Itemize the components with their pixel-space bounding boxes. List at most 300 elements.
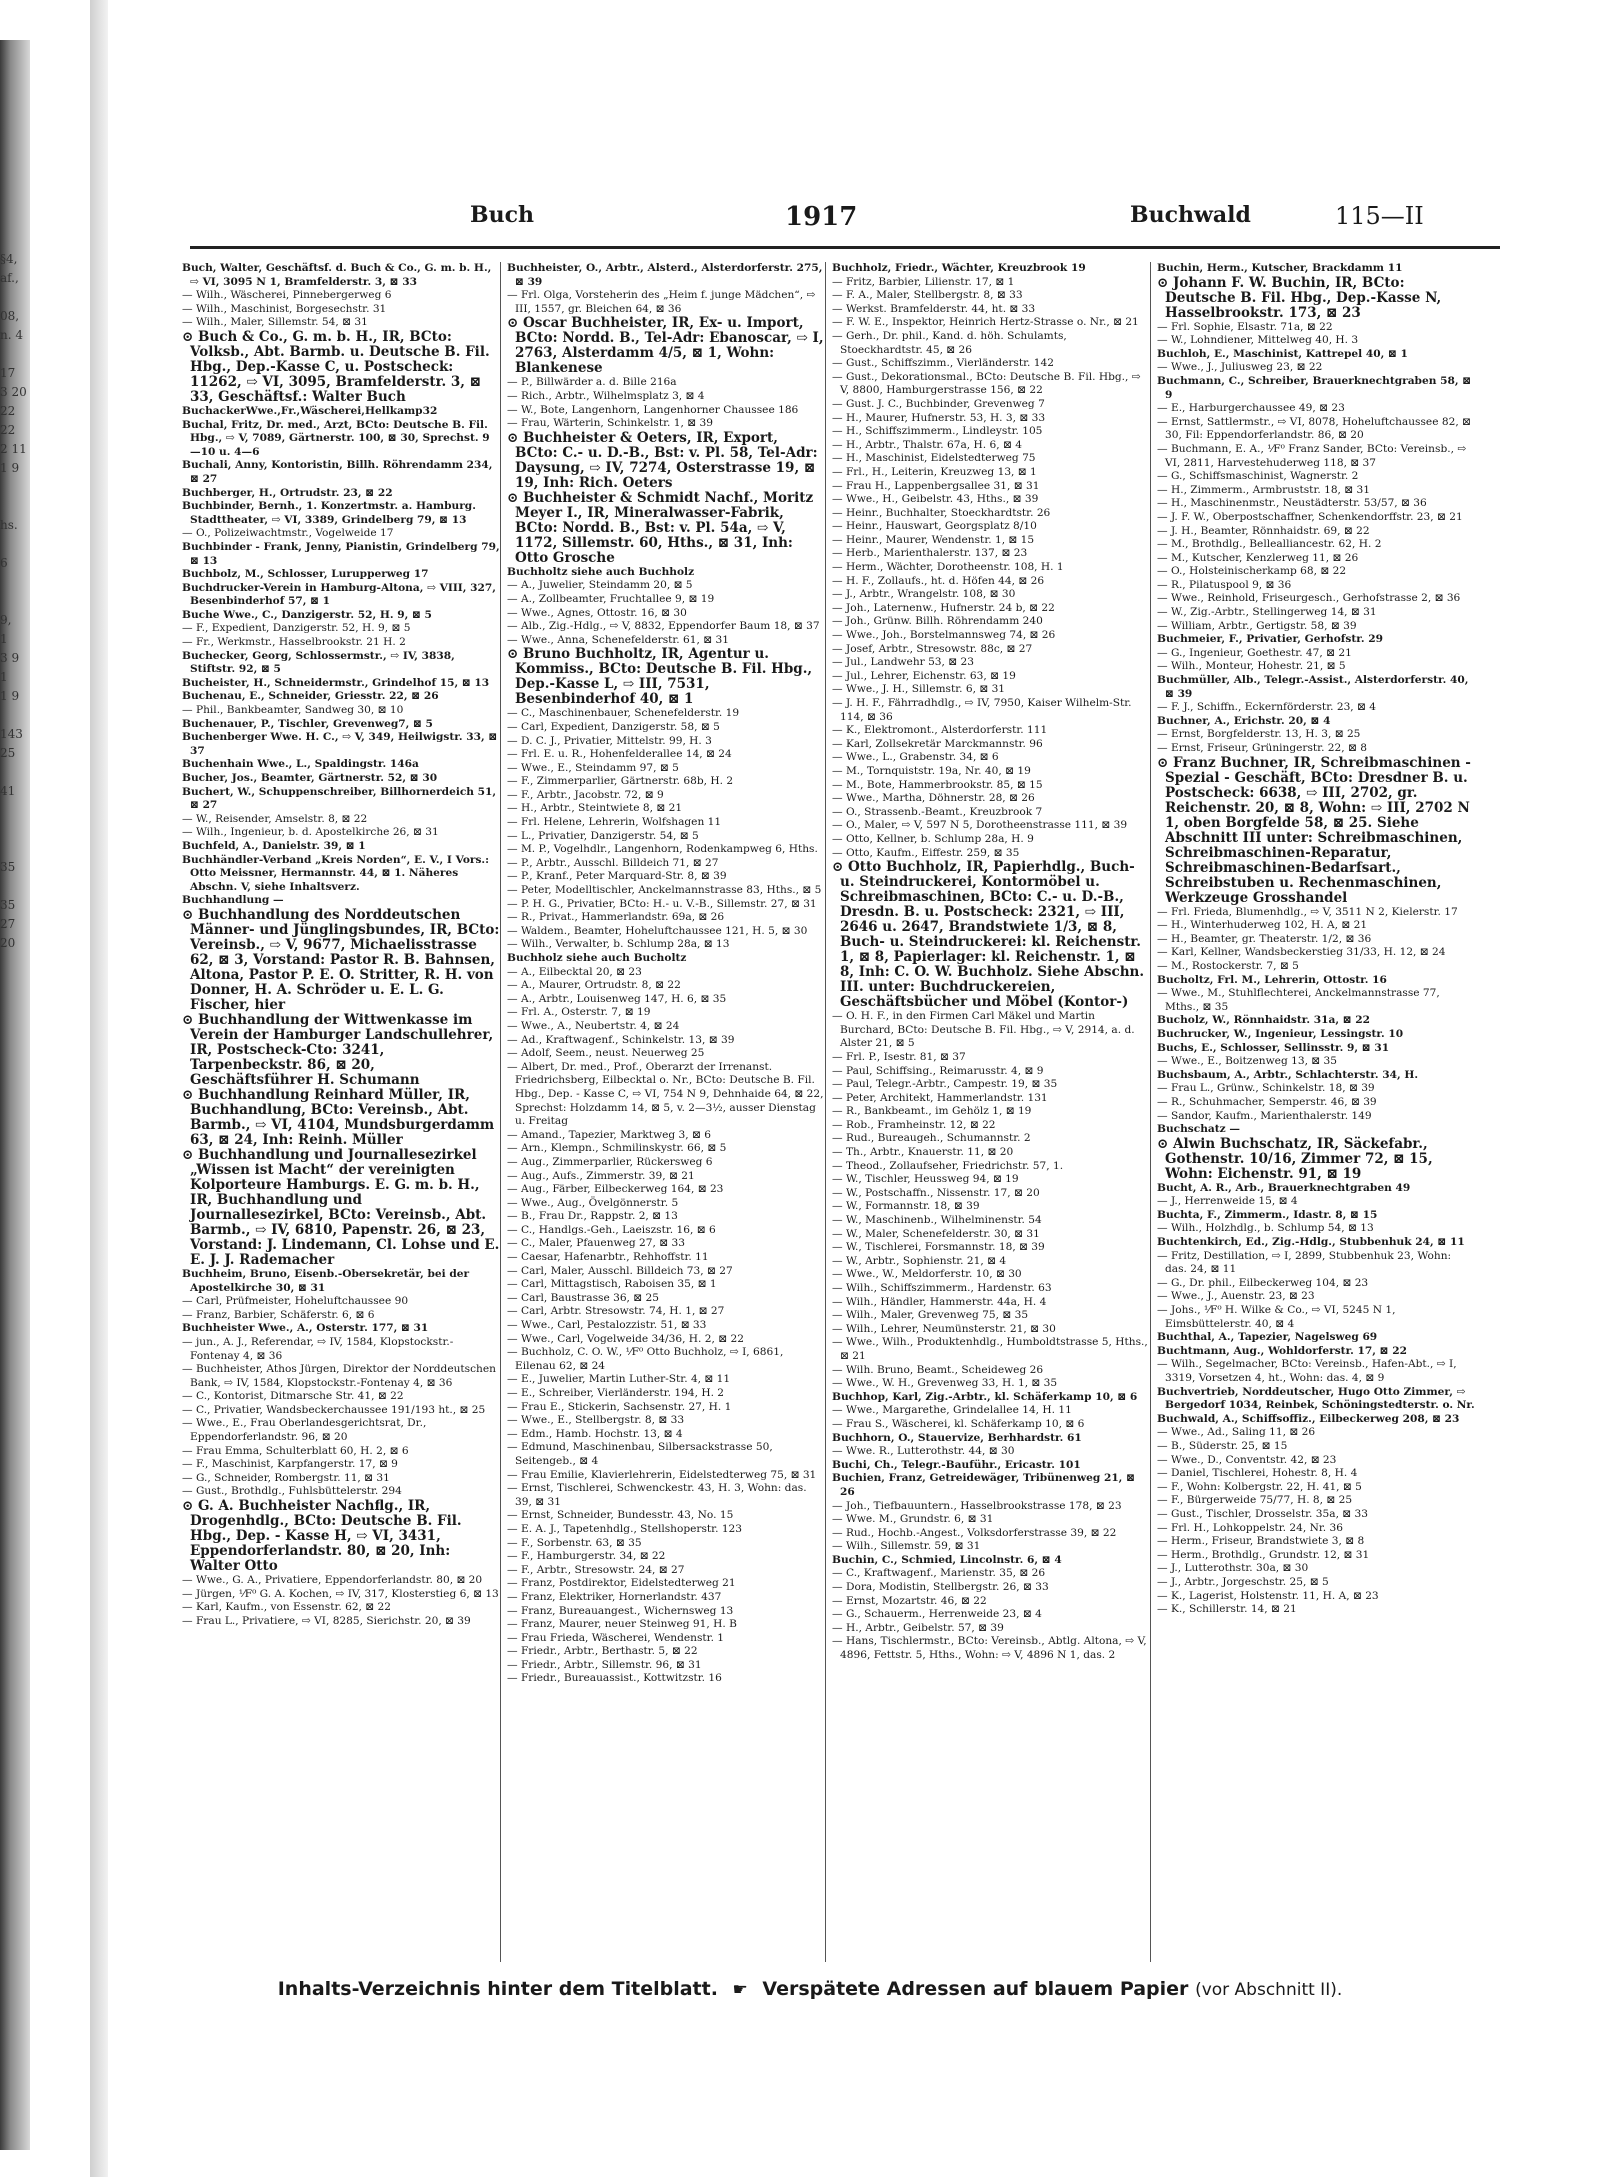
directory-entry: — Frl., H., Leiterin, Kreuzweg 13, ⊠ 1 — [832, 465, 1037, 478]
directory-entry: Buchthal, A., Tapezier, Nagelsweg 69 — [1157, 1331, 1378, 1344]
directory-entry: — Ernst, Sattlermstr., ⇨ VI, 8078, Hoheluftchaussee 82, ⊠ 30, Fil: Eppendorferlandstr. 86, ⊠ 20 — [1157, 415, 1471, 442]
directory-entry: ⊙ Buchheister & Schmidt Nachf., Moritz Meyer I., IR, Mineralwasser-Fabrik, BCto: Nordd. B., Bst: v. Pl. 54a, ⇨ V, 1172, Sillemstr. 60, Hths., ⊠ 31, Inh: Otto Grosche — [507, 489, 814, 566]
directory-column-3 — [832, 262, 1150, 1962]
directory-entry: — J. H., Beamter, Rönnhaidstr. 69, ⊠ 22 — [1157, 524, 1370, 537]
directory-entry: Buchali, Anny, Kontoristin, Billh. Röhrendamm 234, ⊠ 27 — [182, 459, 493, 485]
directory-entry: — Frau S., Wäscherei, kl. Schäferkamp 10, ⊠ 6 — [832, 1417, 1085, 1430]
directory-entry: — H., Arbtr., Thalstr. 67a, H. 6, ⊠ 4 — [832, 438, 1022, 451]
directory-entry: — Frau Emilie, Klavierlehrerin, Eidelstedterweg 75, ⊠ 31 — [507, 1468, 817, 1481]
directory-entry: — Wwe., E., Steindamm 97, ⊠ 5 — [507, 761, 679, 774]
directory-entry: Buchholtz siehe auch Buchholz — [507, 565, 695, 578]
directory-entry: — Wwe., Aug., Övelgönnerstr. 5 — [507, 1196, 679, 1209]
directory-entry: — Fritz, Barbier, Lilienstr. 17, ⊠ 1 — [832, 275, 1015, 288]
directory-entry: Buchheim, Bruno, Eisenb.-Obersekretär, bei der Apostelkirche 30, ⊠ 31 — [182, 1267, 470, 1294]
directory-entry: — Jul., Landwehr 53, ⊠ 23 — [832, 656, 975, 669]
fragment-line: 08, — [0, 309, 20, 323]
directory-entry: — Wwe., H., Geibelstr. 43, Hths., ⊠ 39 — [832, 493, 1039, 506]
directory-entry: Buchbinder - Frank, Jenny, Pianistin, Grindelberg 79, ⊠ 13 — [182, 540, 500, 567]
directory-entry: — Ernst, Borgfelderstr. 13, H. 3, ⊠ 25 — [1157, 728, 1361, 741]
directory-entry: — Herm., Friseur, Brandstwiete 3, ⊠ 8 — [1157, 1535, 1365, 1548]
directory-entry: — Gust. J. C., Buchbinder, Grevenweg 7 — [832, 397, 1045, 410]
directory-entry: Buchi, Ch., Telegr.-Bauführ., Ericastr. 101 — [832, 1458, 1081, 1471]
fragment-line — [0, 345, 80, 364]
directory-entry: — P., Kranf., Peter Marquard-Str. 8, ⊠ 39 — [507, 870, 727, 883]
directory-entry: — J. F. W., Oberpostschaffner, Schenkendorffstr. 23, ⊠ 21 — [1157, 510, 1463, 523]
directory-entry: Buchmüller, Alb., Telegr.-Assist., Alsterdorferstr. 40, ⊠ 39 — [1157, 674, 1469, 700]
directory-entry: — Frl. H., Lohkoppelstr. 24, Nr. 36 — [1157, 1521, 1344, 1534]
column-divider — [1150, 262, 1151, 1962]
fragment-line: 143 — [0, 727, 23, 741]
directory-entry: — G., Schiffsmaschinist, Wagnerstr. 2 — [1157, 470, 1359, 483]
directory-entry: — C., Maschinenbauer, Schenefelderstr. 19 — [507, 707, 740, 720]
book-gutter — [90, 0, 108, 2177]
directory-entry: — C., Kontorist, Ditmarsche Str. 41, ⊠ 22 — [182, 1390, 404, 1403]
fragment-line: 1 9 — [0, 461, 20, 475]
directory-entry: — J., Arbtr., Wrangelstr. 108, ⊠ 30 — [832, 588, 1016, 601]
directory-entry: — Wilh., Sillemstr. 59, ⊠ 31 — [832, 1540, 981, 1553]
directory-entry: — K., Schillerstr. 14, ⊠ 21 — [1157, 1603, 1297, 1616]
directory-entry: — Dora, Modistin, Stellbergstr. 26, ⊠ 33 — [832, 1581, 1049, 1594]
directory-entry: — O., Polizeiwachtmstr., Vogelweide 17 — [182, 527, 394, 540]
directory-entry: Buchbinder, Bernh., 1. Konzertmstr. a. Hamburg. Stadttheater, ⇨ VI, 3389, Grindelberg 79, ⊠ 13 — [182, 500, 476, 526]
directory-entry: ⊙ Franz Buchner, IR, Schreibmaschinen - Spezial - Geschäft, BCto: Dresdner B. u. Postscheck: 6638, ⇨ III, 2702, gr. Reichenstr. 20, ⊠ 8, Wohn: ⇨ III, 2702 N 1, oben Borgfelde 58, ⊠ 25. Siehe Abschnitt III unter: Schreibmaschinen, Schreibmaschinen-Reparatur, Schreibmaschinen-Bedarfsart., Schreibstuben u. Rechenmaschinen, Werkzeuge Grosshandel — [1157, 754, 1471, 906]
directory-entry: Buchholz siehe auch Bucholtz — [507, 952, 687, 964]
directory-entry: — Herm., Wächter, Dorotheenstr. 108, H. 1 — [832, 561, 1064, 574]
header-year: 1917 — [785, 202, 858, 232]
directory-entry: ⊙ Otto Buchholz, IR, Papierhdlg., Buch- u. Steindruckerei, Kontormöbel u. Schreibmaschinen, BCto: C.- u. D.-B., Dresdn. B. u. Postscheck: 2321, ⇨ III, 2646 u. 2647, Brandstwiete 1/3, ⊠ 8, Buch- u. Steindruckerei: kl. Reichenstr. 1, ⊠ 8, Papierlager: kl. Reichenstr. 1, ⊠ 8, Inh: C. O. W. Buchholz. Siehe Abschn. III. unter: Buchdruckereien, Geschäftsbücher und Möbel (Kontor-) — [832, 859, 1145, 1011]
directory-entry: Buchholz, Friedr., Wächter, Kreuzbrook 19 — [832, 262, 1086, 274]
directory-entry: — Wwe., Agnes, Ottostr. 16, ⊠ 30 — [507, 606, 687, 619]
directory-entry: Buchenhain Wwe., L., Spaldingstr. 146a — [182, 758, 419, 771]
directory-entry: — R., Privat., Hammerlandstr. 69a, ⊠ 26 — [507, 911, 725, 924]
directory-entry: — Adolf, Seem., neust. Neuerweg 25 — [507, 1047, 705, 1060]
header-rule — [190, 246, 1500, 249]
directory-entry: — Wwe., J., Juliusweg 23, ⊠ 22 — [1157, 361, 1323, 374]
directory-entry: ⊙ Oscar Buchheister, IR, Ex- u. Import, BCto: Nordd. B., Tel-Adr: Ebanoscar, ⇨ I, 2763, Alsterdamm 4/5, ⊠ 1, Wohn: Blankenese — [507, 315, 824, 377]
directory-entry: — Wwe., Carl, Pestalozzistr. 51, ⊠ 33 — [507, 1319, 707, 1332]
directory-entry: Buchhandlung — — [182, 894, 284, 907]
directory-entry: — H., Schiffszimmerm., Lindleystr. 105 — [832, 425, 1043, 438]
directory-entry: Buchta, F., Zimmerm., Idastr. 8, ⊠ 15 — [1157, 1208, 1378, 1221]
directory-entry: Buchrucker, W., Ingenieur, Lessingstr. 10 — [1157, 1027, 1404, 1040]
directory-entry: — F. A., Maler, Stellbergstr. 8, ⊠ 33 — [832, 289, 1023, 302]
directory-entry: — Wilh., Holzhdlg., b. Schlump 54, ⊠ 13 — [1157, 1222, 1374, 1235]
directory-entry: — W., Reisender, Amselstr. 8, ⊠ 22 — [182, 812, 368, 825]
directory-entry: — Wilh., Maschinist, Borgesechstr. 31 — [182, 302, 387, 315]
directory-entry: — Wilh., Wäscherei, Pinnebergerweg 6 — [182, 289, 392, 302]
footer-index-note: Inhalts-Verzeichnis hinter dem Titelblatt. — [277, 1978, 718, 2000]
directory-entry: Buchenauer, P., Tischler, Grevenweg7, ⊠ 5 — [182, 717, 433, 730]
directory-entry: — Wwe., Margarethe, Grindelallee 14, H. 11 — [832, 1404, 1072, 1417]
directory-entry: — Ernst, Tischlerei, Schwenckestr. 43, H. 3, Wohn: das. 39, ⊠ 31 — [507, 1482, 807, 1508]
directory-entry: — Fritz, Destillation, ⇨ I, 2899, Stubbenhuk 23, Wohn: das. 24, ⊠ 11 — [1157, 1249, 1452, 1276]
fragment-line: 6 — [0, 556, 8, 570]
directory-entry: — Buchmann, E. A., ⅟F⁰ Franz Sander, BCto: Vereinsb., ⇨ VI, 2811, Harvestehuderweg 118, ⊠ 37 — [1157, 442, 1467, 469]
directory-entry: — Th., Arbtr., Knauerstr. 11, ⊠ 20 — [832, 1146, 1014, 1159]
directory-entry: — Jürgen, ⅟F⁰ G. A. Kochen, ⇨ IV, 317, Klosterstieg 6, ⊠ 13 — [182, 1587, 499, 1600]
directory-entry: Buchberger, H., Ortrudstr. 23, ⊠ 22 — [182, 486, 393, 499]
directory-entry: — Gust., Dekorationsmal., BCto: Deutsche B. Fil. Hbg., ⇨ V, 8800, Hamburgerstrasse 156, ⊠ 22 — [832, 370, 1141, 397]
page-number: 115—II — [1335, 202, 1424, 230]
directory-entry: Buchenberger Wwe. H. C., ⇨ V, 349, Heilwigstr. 33, ⊠ 37 — [182, 731, 498, 757]
directory-entry: — A., Zollbeamter, Fruchtallee 9, ⊠ 19 — [507, 592, 715, 605]
directory-entry: — Sandor, Kaufm., Marienthalerstr. 149 — [1157, 1109, 1372, 1122]
directory-entry: — O. H. F., in den Firmen Carl Mäkel und Martin Burchard, BCto: Deutsche B. Fil. Hbg., ⇨ V, 2914, a. d. Alster 21, ⊠ 5 — [832, 1010, 1135, 1050]
directory-entry: — E., Juwelier, Martin Luther-Str. 4, ⊠ 11 — [507, 1373, 731, 1386]
directory-entry: — Rud., Bureaugeh., Schumannstr. 2 — [832, 1132, 1031, 1145]
fragment-line — [0, 763, 80, 782]
directory-entry: Buchschatz — — [1157, 1123, 1240, 1136]
directory-entry: — Ad., Kraftwagenf., Schinkelstr. 13, ⊠ 39 — [507, 1033, 735, 1046]
directory-entry: — Franz, Maurer, neuer Steinweg 91, H. B — [507, 1618, 737, 1631]
directory-entry: — B., Frau Dr., Rappstr. 2, ⊠ 13 — [507, 1210, 678, 1223]
directory-entry: — Wilh., Monteur, Hohestr. 21, ⊠ 5 — [1157, 660, 1346, 673]
directory-entry: — Wilh., Maler, Grevenweg 75, ⊠ 35 — [832, 1309, 1029, 1322]
directory-entry: Buchbolz, M., Schlosser, Lurupperweg 17 — [182, 568, 429, 581]
directory-entry: — Waldem., Beamter, Hoheluftchaussee 121, H. 5, ⊠ 30 — [507, 924, 808, 937]
directory-entry: — Aug., Aufs., Zimmerstr. 39, ⊠ 21 — [507, 1169, 695, 1182]
directory-entry: — Karl, Zollsekretär Marckmannstr. 96 — [832, 737, 1043, 750]
fragment-line — [0, 592, 80, 611]
directory-entry: — M., Tornquiststr. 19a, Nr. 40, ⊠ 19 — [832, 764, 1031, 777]
fragment-line: n. 4 — [0, 328, 23, 342]
directory-entry: — H., Beamter, gr. Theaterstr. 1/2, ⊠ 36 — [1157, 932, 1372, 945]
directory-entry: — P., Billwärder a. d. Bille 216a — [507, 376, 677, 389]
directory-entry: — Jul., Lehrer, Eichenstr. 63, ⊠ 19 — [832, 669, 1016, 682]
directory-entry: — H., Winterhuderweg 102, H. A, ⊠ 21 — [1157, 919, 1368, 932]
directory-entry: — Albert, Dr. med., Prof., Oberarzt der Irrenanst. Friedrichsberg, Eilbecktal o. Nr., BCto: Deutsche B. Fil. Hbg., Dep. - Kasse C, ⇨ VI, 754 N 9, Dehnhaide 64, ⊠ 22, Sprechst: Holzdamm 14, ⊠ 5, v. 2—3½, ausser Dienstag u. Freitag — [507, 1060, 824, 1128]
directory-entry: ⊙ Bruno Buchholtz, IR, Agentur u. Kommiss., BCto: Deutsche B. Fil. Hbg., Dep.-Kasse L, ⇨ III, 7531, Besenbinderhof 40, ⊠ 1 — [507, 646, 813, 708]
directory-entry: — Gust., Schiffszimm., Vierländerstr. 142 — [832, 357, 1054, 370]
directory-entry: — A., Arbtr., Louisenweg 147, H. 6, ⊠ 35 — [507, 992, 727, 1005]
directory-entry: — Johs., ⅟F⁰ H. Wilke & Co., ⇨ VI, 5245 N 1, Eimsbüttelerstr. 40, ⊠ 4 — [1157, 1304, 1396, 1330]
directory-entry: — Joh., Grünw. Billh. Röhrendamm 240 — [832, 615, 1043, 628]
directory-entry: Buchecker, Georg, Schlossermstr., ⇨ IV, 3838, Stiftstr. 92, ⊠ 5 — [182, 649, 455, 676]
directory-entry: — Fr., Werkmstr., Hasselbrookstr. 21 H. 2 — [182, 636, 406, 649]
directory-entry: — J., Lutterothstr. 30a, ⊠ 30 — [1157, 1562, 1309, 1575]
directory-entry: — C., Privatier, Wandsbeckerchaussee 191/193 ht., ⊠ 25 — [182, 1403, 486, 1416]
column-divider — [500, 262, 501, 1962]
directory-entry: — J., Arbtr., Jorgeschstr. 25, ⊠ 5 — [1157, 1575, 1329, 1588]
directory-entry: — Franz, Barbier, Schäferstr. 6, ⊠ 6 — [182, 1308, 375, 1321]
directory-entry: ⊙ Buchhandlung der Wittwenkasse im Verein der Hamburger Landschullehrer, IR, Postscheck-Cto: 3241, Tarpenbeckstr. 86, ⊠ 20, Geschäftsführer H. Schumann — [182, 1011, 494, 1088]
fragment-line — [0, 706, 80, 725]
directory-entry: — Carl, Expedient, Danzigerstr. 58, ⊠ 5 — [507, 720, 720, 733]
directory-entry: — Joh., Tiefbauuntern., Hasselbrookstrasse 178, ⊠ 23 — [832, 1499, 1122, 1512]
directory-entry: Buchhändler-Verband „Kreis Norden“, E. V., I Vors.: Otto Meissner, Hermannstr. 44, ⊠ 1. Näheres Abschn. V, siehe Inhaltsverz. — [182, 853, 490, 893]
directory-entry: — W., Maschinenb., Wilhelminenstr. 54 — [832, 1214, 1042, 1227]
directory-entry: — Wwe., M., Stuhlflechterei, Anckelmannstrasse 77, Mths., ⊠ 35 — [1157, 987, 1440, 1013]
directory-column-2 — [507, 262, 825, 1962]
directory-entry: — Edm., Hamb. Hochstr. 13, ⊠ 4 — [507, 1427, 683, 1440]
directory-entry: — Peter, Architekt, Hammerlandstr. 131 — [832, 1091, 1048, 1104]
directory-entry: — Carl, Mittagstisch, Raboisen 35, ⊠ 1 — [507, 1278, 717, 1291]
directory-entry: — Frau L., Grünw., Schinkelstr. 18, ⊠ 39 — [1157, 1082, 1375, 1095]
directory-entry: — W., Formannstr. 18, ⊠ 39 — [832, 1200, 980, 1213]
directory-entry: — F., Sorbenstr. 63, ⊠ 35 — [507, 1536, 642, 1549]
directory-entry: — W., Bote, Langenhorn, Langenhorner Chaussee 186 — [507, 403, 799, 416]
directory-entry: — William, Arbtr., Gertigstr. 58, ⊠ 39 — [1157, 619, 1357, 632]
directory-entry: — Werkst. Bramfelderstr. 44, ht. ⊠ 33 — [832, 302, 1036, 315]
directory-entry: Buchheister Wwe., A., Osterstr. 177, ⊠ 31 — [182, 1322, 429, 1335]
directory-entry: — Wwe., Reinhold, Friseurgesch., Gerhofstrasse 2, ⊠ 36 — [1157, 592, 1461, 605]
directory-entry: — Wwe. R., Lutterothstr. 44, ⊠ 30 — [832, 1445, 1015, 1458]
directory-entry: — G., Ingenieur, Goethestr. 47, ⊠ 21 — [1157, 646, 1352, 659]
directory-entry: — Wwe., Ad., Saling 11, ⊠ 26 — [1157, 1426, 1316, 1439]
directory-entry: — Wwe., G. A., Privatiere, Eppendorferlandstr. 80, ⊠ 20 — [182, 1574, 483, 1587]
directory-entry: — W., Postschaffn., Nissenstr. 17, ⊠ 20 — [832, 1186, 1040, 1199]
directory-entry: — Karl, Kaufm., von Essenstr. 62, ⊠ 22 — [182, 1601, 392, 1614]
directory-entry: — Frau Frieda, Wäscherei, Wendenstr. 1 — [507, 1631, 725, 1644]
directory-entry: — Franz, Bureauangest., Wichernsweg 13 — [507, 1604, 734, 1617]
directory-entry: — W., Zig.-Arbtr., Stellingerweg 14, ⊠ 31 — [1157, 606, 1377, 619]
directory-entry: — Wwe., Carl, Vogelweide 34/36, H. 2, ⊠ 22 — [507, 1332, 744, 1345]
directory-entry: — Wwe. M., Grundstr. 6, ⊠ 31 — [832, 1513, 994, 1526]
directory-entry: — M., Bote, Hammerbrookstr. 85, ⊠ 15 — [832, 778, 1043, 791]
fragment-line: 1 — [0, 632, 8, 646]
directory-entry: Buchsbaum, A., Arbtr., Schlachterstr. 34, H. — [1157, 1068, 1419, 1081]
fragment-line: 27 — [0, 917, 16, 931]
directory-entry: — M. P., Vogelhdlr., Langenhorn, Rodenkampweg 6, Hths. — [507, 843, 818, 856]
directory-entry: — Aug., Zimmerparlier, Rückersweg 6 — [507, 1155, 713, 1168]
directory-entry: — A., Eilbecktal 20, ⊠ 23 — [507, 965, 642, 978]
directory-entry: — Frl. Olga, Vorsteherin des „Heim f. junge Mädchen“, ⇨ III, 1557, gr. Bleichen 64, ⊠ 36 — [507, 289, 816, 315]
directory-entry: — R., Bankbeamt., im Gehölz 1, ⊠ 19 — [832, 1105, 1032, 1118]
fragment-line — [0, 820, 80, 839]
directory-entry: — F. J., Schiffn., Eckernförderstr. 23, ⊠ 4 — [1157, 701, 1377, 714]
header-last-entry: Buchwald — [1130, 202, 1251, 228]
directory-entry: — Rud., Hochb.-Angest., Volksdorferstrasse 39, ⊠ 22 — [832, 1526, 1117, 1539]
directory-entry: — Rich., Arbtr., Wilhelmsplatz 3, ⊠ 4 — [507, 389, 705, 402]
fragment-line — [0, 497, 80, 516]
directory-entry: — Gust., Tischler, Drosselstr. 35a, ⊠ 33 — [1157, 1507, 1369, 1520]
fragment-line: 41 — [0, 784, 16, 798]
directory-entry: — Wilh. Bruno, Beamt., Scheideweg 26 — [832, 1363, 1044, 1376]
directory-entry: — F., Maschinist, Karpfangerstr. 17, ⊠ 9 — [182, 1458, 398, 1471]
fragment-line: 9, — [0, 613, 12, 627]
footer-late-addresses: Verspätete Adressen auf blauem Papier — [762, 1978, 1189, 2000]
directory-entry: Buchheister, O., Arbtr., Alsterd., Alsterdorferstr. 275, ⊠ 39 — [507, 262, 823, 288]
directory-entry: — Frl. A., Osterstr. 7, ⊠ 19 — [507, 1006, 651, 1019]
directory-entry: Buchner, A., Erichstr. 20, ⊠ 4 — [1157, 714, 1331, 727]
directory-entry: — F., Hamburgerstr. 34, ⊠ 22 — [507, 1550, 666, 1563]
directory-entry: Buchs, E., Schlosser, Sellinsstr. 9, ⊠ 31 — [1157, 1041, 1390, 1054]
directory-entry: Buchloh, E., Maschinist, Kattrepel 40, ⊠ 1 — [1157, 347, 1408, 360]
fragment-line: 22 — [0, 404, 16, 418]
directory-entry: — O., Maler, ⇨ V, 597 N 5, Dorotheenstrasse 111, ⊠ 39 — [832, 819, 1128, 832]
directory-entry: — D. C. J., Privatier, Mittelstr. 99, H. 3 — [507, 734, 712, 747]
fragment-line: af., — [0, 271, 19, 285]
directory-entry: — Paul, Schiffsing., Reimarusstr. 4, ⊠ 9 — [832, 1064, 1044, 1077]
column-divider — [825, 262, 826, 1962]
directory-entry: — H., Maurer, Hufnerstr. 53, H. 3, ⊠ 33 — [832, 411, 1046, 424]
directory-entry: — Hans, Tischlermstr., BCto: Vereinsb., Abtlg. Altona, ⇨ V, 4896, Fettstr. 5, Hths., Wohn: ⇨ V, 4896 N 1, das. 2 — [832, 1635, 1147, 1662]
fragment-line — [0, 839, 80, 858]
directory-entry: Bucholtz, Frl. M., Lehrerin, Ottostr. 16 — [1157, 973, 1387, 986]
fragment-line: 35 — [0, 898, 16, 912]
fragment-line: 17 — [0, 366, 16, 380]
page-header — [150, 202, 1470, 232]
fragment-line: 35 — [0, 860, 16, 874]
directory-entry: — C., Kraftwagenf., Marienstr. 35, ⊠ 26 — [832, 1567, 1046, 1580]
directory-entry: — M., Kutscher, Kenzlerweg 11, ⊠ 26 — [1157, 551, 1359, 564]
directory-entry: — Frau, Wärterin, Schinkelstr. 1, ⊠ 39 — [507, 417, 713, 430]
directory-entry: — Ernst, Mozartstr. 46, ⊠ 22 — [832, 1594, 987, 1607]
directory-entry: — Buchholz, C. O. W., ⅟F⁰ Otto Buchholz, ⇨ I, 6861, Eilenau 62, ⊠ 24 — [507, 1346, 784, 1372]
directory-entry: Buchhop, Karl, Zig.-Arbtr., kl. Schäferkamp 10, ⊠ 6 — [832, 1390, 1138, 1403]
directory-entry: — W., Maler, Schenefelderstr. 30, ⊠ 31 — [832, 1227, 1040, 1240]
directory-entry: — G., Dr. phil., Eilbeckerweg 104, ⊠ 23 — [1157, 1276, 1369, 1289]
directory-entry: — H., Zimmerm., Armbruststr. 18, ⊠ 31 — [1157, 483, 1371, 496]
directory-entry: — Aug., Färber, Eilbeckerweg 164, ⊠ 23 — [507, 1183, 724, 1196]
directory-entry: ⊙ Buchheister & Oeters, IR, Export, BCto: C.- u. D.-B., Bst: v. Pl. 58, Tel-Adr: Daysung, ⇨ IV, 7274, Osterstrasse 19, ⊠ 19, Inh: Rich. Oeters — [507, 429, 818, 491]
directory-entry: — Wwe., E., Stellbergstr. 8, ⊠ 33 — [507, 1414, 685, 1427]
directory-entry: — Arn., Klempn., Schmilinskystr. 66, ⊠ 5 — [507, 1142, 727, 1155]
directory-entry: — Theod., Zollaufseher, Friedrichstr. 57, 1. — [832, 1159, 1064, 1172]
directory-entry: — Josef, Arbtr., Stresowstr. 88c, ⊠ 27 — [832, 642, 1033, 655]
directory-entry: — F. W. E., Inspektor, Heinrich Hertz-Strasse o. Nr., ⊠ 21 — [832, 316, 1139, 329]
directory-entry: — Caesar, Hafenarbtr., Rehhoffstr. 11 — [507, 1251, 709, 1264]
directory-entry: — F., Wohn: Kolbergstr. 22, H. 41, ⊠ 5 — [1157, 1480, 1362, 1493]
directory-entry: — H., Arbtr., Steintwiete 8, ⊠ 21 — [507, 802, 683, 815]
directory-entry: — Otto, Kellner, b. Schlump 28a, H. 9 — [832, 832, 1034, 845]
directory-entry: — P., Arbtr., Ausschl. Billdeich 71, ⊠ 27 — [507, 856, 719, 869]
directory-entry: — Heinr., Buchhalter, Stoeckhardtstr. 26 — [832, 506, 1051, 519]
directory-entry: — Peter, Modelltischler, Anckelmannstrasse 83, Hths., ⊠ 5 — [507, 884, 822, 897]
directory-entry: — Wwe., D., Conventstr. 42, ⊠ 23 — [1157, 1453, 1337, 1466]
directory-entry: — Phil., Bankbeamter, Sandweg 30, ⊠ 10 — [182, 704, 404, 717]
directory-entry: — Frau H., Lappenbergsallee 31, ⊠ 31 — [832, 479, 1040, 492]
directory-entry: — W., Lohndiener, Mittelweg 40, H. 3 — [1157, 334, 1359, 347]
directory-entry: — Wwe., E., Frau Oberlandesgerichtsrat, Dr., Eppendorferlandstr. 96, ⊠ 20 — [182, 1417, 427, 1444]
directory-entry: — Buchheister, Athos Jürgen, Direktor der Norddeutschen Bank, ⇨ IV, 1584, Klopstockstr.-Fontenay 4, ⊠ 36 — [182, 1363, 496, 1389]
directory-entry: — W., Arbtr., Sophienstr. 21, ⊠ 4 — [832, 1254, 1007, 1267]
directory-entry: — Wilh., Lehrer, Neumünsterstr. 21, ⊠ 30 — [832, 1322, 1056, 1335]
directory-entry: — C., Maler, Pfauenweg 27, ⊠ 33 — [507, 1237, 685, 1250]
directory-entry: Buchfeld, A., Danielstr. 39, ⊠ 1 — [182, 839, 366, 852]
directory-entry: ⊙ Buch & Co., G. m. b. H., IR, BCto: Volksb., Abt. Barmb. u. Deutsche B. Fil. Hbg., Dep.-Kasse C, u. Postscheck: 11262, ⇨ VI, 3095, Bramfelderstr. 3, ⊠ 33, Geschäftsf.: Walter Buch — [182, 328, 490, 405]
fragment-line: 1 — [0, 670, 8, 684]
directory-entry: Buchert, W., Schuppenschreiber, Billhornerdeich 51, ⊠ 27 — [182, 785, 497, 812]
directory-entry: — Gerh., Dr. phil., Kand. d. höh. Schulamts, Stoeckhardtstr. 45, ⊠ 26 — [832, 329, 1067, 356]
directory-entry: BuchackerWwe.,Fr.,Wäscherei,Hellkamp32 — [182, 404, 438, 417]
directory-entry: ⊙ Johann F. W. Buchin, IR, BCto: Deutsche B. Fil. Hbg., Dep.-Kasse N, Hasselbrookstr. 173, ⊠ 23 — [1157, 274, 1442, 321]
pointing-hand-icon: ☛ — [732, 1980, 748, 2000]
directory-page — [150, 150, 1475, 2110]
directory-entry: — Heinr., Maurer, Wendenstr. 1, ⊠ 15 — [832, 533, 1035, 546]
directory-entry: — Frau E., Stickerin, Sachsenstr. 27, H. 1 — [507, 1400, 732, 1413]
directory-entry: — R., Schuhmacher, Semperstr. 46, ⊠ 39 — [1157, 1095, 1377, 1108]
directory-entry: — Gust., Brothdlg., Fuhlsbüttelerstr. 294 — [182, 1485, 402, 1498]
fragment-line — [0, 478, 80, 497]
directory-entry: — H. F., Zollaufs., ht. d. Höfen 44, ⊠ 26 — [832, 574, 1045, 587]
directory-entry: — Carl, Baustrasse 36, ⊠ 25 — [507, 1291, 660, 1304]
directory-entry: — Wwe., J. H., Sillemstr. 6, ⊠ 31 — [832, 683, 1006, 696]
directory-entry: — A., Juwelier, Steindamm 20, ⊠ 5 — [507, 579, 693, 592]
directory-entry: — Amand., Tapezier, Marktweg 3, ⊠ 6 — [507, 1128, 712, 1141]
fragment-line — [0, 535, 80, 554]
directory-entry: — Frau Emma, Schulterblatt 60, H. 2, ⊠ 6 — [182, 1444, 409, 1457]
fragment-line — [0, 877, 80, 896]
directory-entry: Buchenau, E., Schneider, Griesstr. 22, ⊠ 26 — [182, 690, 439, 703]
directory-entry: — G., Schneider, Rombergstr. 11, ⊠ 31 — [182, 1471, 390, 1484]
directory-entry: — Franz, Elektriker, Hornerlandstr. 437 — [507, 1590, 722, 1603]
directory-entry: — K., Lagerist, Holstenstr. 11, H. A, ⊠ 23 — [1157, 1589, 1379, 1602]
directory-entry: — E., Harburgerchaussee 49, ⊠ 23 — [1157, 402, 1345, 415]
page-footer — [150, 1978, 1470, 2000]
directory-entry: ⊙ G. A. Buchheister Nachflg., IR, Drogenhdlg., BCto: Deutsche B. Fil. Hbg., Dep. - Kasse H, ⇨ VI, 3431, Eppendorferlandstr. 80, ⊠ 20, Inh: Walter Otto — [182, 1498, 462, 1575]
directory-entry: — Carl, Maler, Ausschl. Billdeich 73, ⊠ 27 — [507, 1264, 733, 1277]
fragment-line: 25 — [0, 746, 16, 760]
directory-entry: ⊙ Buchhandlung des Norddeutschen Männer- und Jünglingsbundes, IR, BCto: Vereinsb., ⇨ V, 9677, Michaelisstrasse 62, ⊠ 3, Vorstand: Pastor R. B. Bahnsen, Altona, Pastor P. E. O. Stritter, R. H. von Donner, H. A. Schröder u. E. L. G. Fischer, hier — [182, 906, 500, 1013]
directory-entry: Buchmeier, F., Privatier, Gerhofstr. 29 — [1157, 633, 1383, 646]
directory-entry: Buchien, Franz, Getreidewäger, Tribünenweg 21, ⊠ 26 — [832, 1472, 1135, 1498]
directory-entry: — Frl. E. u. R., Hohenfelderallee 14, ⊠ 24 — [507, 748, 732, 761]
fragment-line — [0, 288, 80, 307]
directory-entry: — Wwe., A., Neubertstr. 4, ⊠ 24 — [507, 1019, 680, 1032]
directory-entry: — Wwe., W. H., Grevenweg 33, H. 1, ⊠ 35 — [832, 1377, 1058, 1390]
directory-entry: — F., Arbtr., Stresowstr. 24, ⊠ 27 — [507, 1563, 685, 1576]
directory-entry: — L., Privatier, Danzigerstr. 54, ⊠ 5 — [507, 829, 699, 842]
directory-entry: — Frl. P., Isestr. 81, ⊠ 37 — [832, 1050, 966, 1063]
directory-entry: Buchal, Fritz, Dr. med., Arzt, BCto: Deutsche B. Fil. Hbg., ⇨ V, 7089, Gärtnerstr. 100, ⊠ 30, Sprechst. 9—10 u. 4—6 — [182, 418, 490, 458]
directory-entry: ⊙ Alwin Buchschatz, IR, Säckefabr., Gothenstr. 10/16, Zimmer 72, ⊠ 15, Wohn: Eichenstr. 91, ⊠ 19 — [1157, 1135, 1433, 1182]
directory-entry: Buchin, C., Schmied, Lincolnstr. 6, ⊠ 4 — [832, 1553, 1062, 1566]
directory-entry: — Friedr., Bureauassist., Kottwitzstr. 16 — [507, 1672, 722, 1685]
directory-entry: — F., Zimmerparlier, Gärtnerstr. 68b, H. 2 — [507, 775, 734, 788]
directory-entry: — O., Holsteinischerkamp 68, ⊠ 22 — [1157, 565, 1347, 578]
directory-entry: — M., Brothdlg., Bellealliancestr. 62, H. 2 — [1157, 538, 1382, 551]
directory-entry: Buchdrucker-Verein in Hamburg-Altona, ⇨ VIII, 327, Besenbinderhof 57, ⊠ 1 — [182, 581, 496, 608]
directory-entry: — Ernst, Friseur, Grüningerstr. 22, ⊠ 8 — [1157, 742, 1368, 754]
directory-entry: — E. A. J., Tapetenhdlg., Stellshoperstr. 123 — [507, 1522, 743, 1535]
fragment-line: 22 — [0, 423, 16, 437]
directory-entry: Bucheister, H., Schneidermstr., Grindelhof 15, ⊠ 13 — [182, 676, 490, 689]
directory-entry: — Carl, Arbtr. Stresowstr. 74, H. 1, ⊠ 27 — [507, 1305, 725, 1318]
directory-entry: — Carl, Prüfmeister, Hoheluftchaussee 90 — [182, 1295, 409, 1308]
directory-entry: — Wwe., W., Meldorferstr. 10, ⊠ 30 — [832, 1268, 1022, 1281]
directory-entry: Buch, Walter, Geschäftsf. d. Buch & Co., G. m. b. H., ⇨ VI, 3095 N 1, Bramfelderstr. 3, ⊠ 33 — [182, 262, 492, 288]
directory-entry: — Rob., Framheinstr. 12, ⊠ 22 — [832, 1118, 996, 1131]
directory-entry: — Friedr., Arbtr., Berthastr. 5, ⊠ 22 — [507, 1645, 698, 1658]
directory-entry: ⊙ Buchhandlung und Journallesezirkel „Wissen ist Macht“ der vereinigten Kolporteure Hamburgs. E. G. m. b. H., IR, Buchhandlung und Journallesezirkel, BCto: Vereinsb., Abt. Barmb., ⇨ IV, 6810, Papenstr. 26, ⊠ 23, Vorstand: J. Lindemann, Cl. Lohse und E. E. J. J. Rademacher — [182, 1146, 500, 1268]
directory-entry: — Otto, Kaufm., Eiffestr. 259, ⊠ 35 — [832, 846, 1020, 859]
directory-entry: — Joh., Laternenw., Hufnerstr. 24 b, ⊠ 22 — [832, 601, 1055, 614]
directory-entry: — Edmund, Maschinenbau, Silbersackstrasse 50, Seitengeb., ⊠ 4 — [507, 1441, 773, 1467]
directory-entry: Buchwald, A., Schiffsoffiz., Eilbeckerweg 208, ⊠ 23 — [1157, 1412, 1460, 1425]
directory-entry: — Wwe., J., Auenstr. 23, ⊠ 23 — [1157, 1290, 1315, 1303]
directory-entry: — K., Elektromont., Alsterdorferstr. 111 — [832, 724, 1048, 737]
directory-entry: — jun., A. J., Referendar, ⇨ IV, 1584, Klopstockstr.-Fontenay 4, ⊠ 36 — [182, 1335, 454, 1362]
directory-entry: — Paul, Telegr.-Arbtr., Campestr. 19, ⊠ 35 — [832, 1078, 1058, 1091]
directory-entry: — Wilh., Schiffszimmerm., Hardenstr. 63 — [832, 1282, 1052, 1294]
directory-entry: — W., Tischlerei, Forsmannstr. 18, ⊠ 39 — [832, 1241, 1045, 1254]
directory-entry: — Frau L., Privatiere, ⇨ VI, 8285, Sierichstr. 20, ⊠ 39 — [182, 1614, 471, 1627]
directory-entry: — H., Arbtr., Geibelstr. 57, ⊠ 39 — [832, 1621, 1004, 1634]
directory-entry: — Herb., Marienthalerstr. 137, ⊠ 23 — [832, 547, 1028, 560]
header-first-entry: Buch — [470, 202, 534, 228]
directory-entry: — P. H. G., Privatier, BCto: H.- u. V.-B., Sillemstr. 27, ⊠ 31 — [507, 897, 817, 910]
directory-entry: ⊙ Buchhandlung Reinhard Müller, IR, Buchhandlung, BCto: Vereinsb., Abt. Barmb., ⇨ VI, 4104, Mundsburgerdamm 63, ⊠ 24, Inh: Reinh. Müller — [182, 1086, 495, 1148]
directory-entry: Bucher, Jos., Beamter, Gärtnerstr. 52, ⊠ 30 — [182, 772, 438, 784]
directory-entry: — M., Rostockerstr. 7, ⊠ 5 — [1157, 959, 1299, 972]
directory-entry: — G., Schauerm., Herrenweide 23, ⊠ 4 — [832, 1608, 1042, 1621]
fragment-line: 3 20 — [0, 385, 27, 399]
facing-page-fragment — [0, 250, 80, 953]
fragment-line — [0, 573, 80, 592]
directory-entry: — Alb., Zig.-Hdlg., ⇨ V, 8832, Eppendorfer Baum 18, ⊠ 37 — [507, 620, 820, 633]
fragment-line: hs. — [0, 518, 18, 532]
